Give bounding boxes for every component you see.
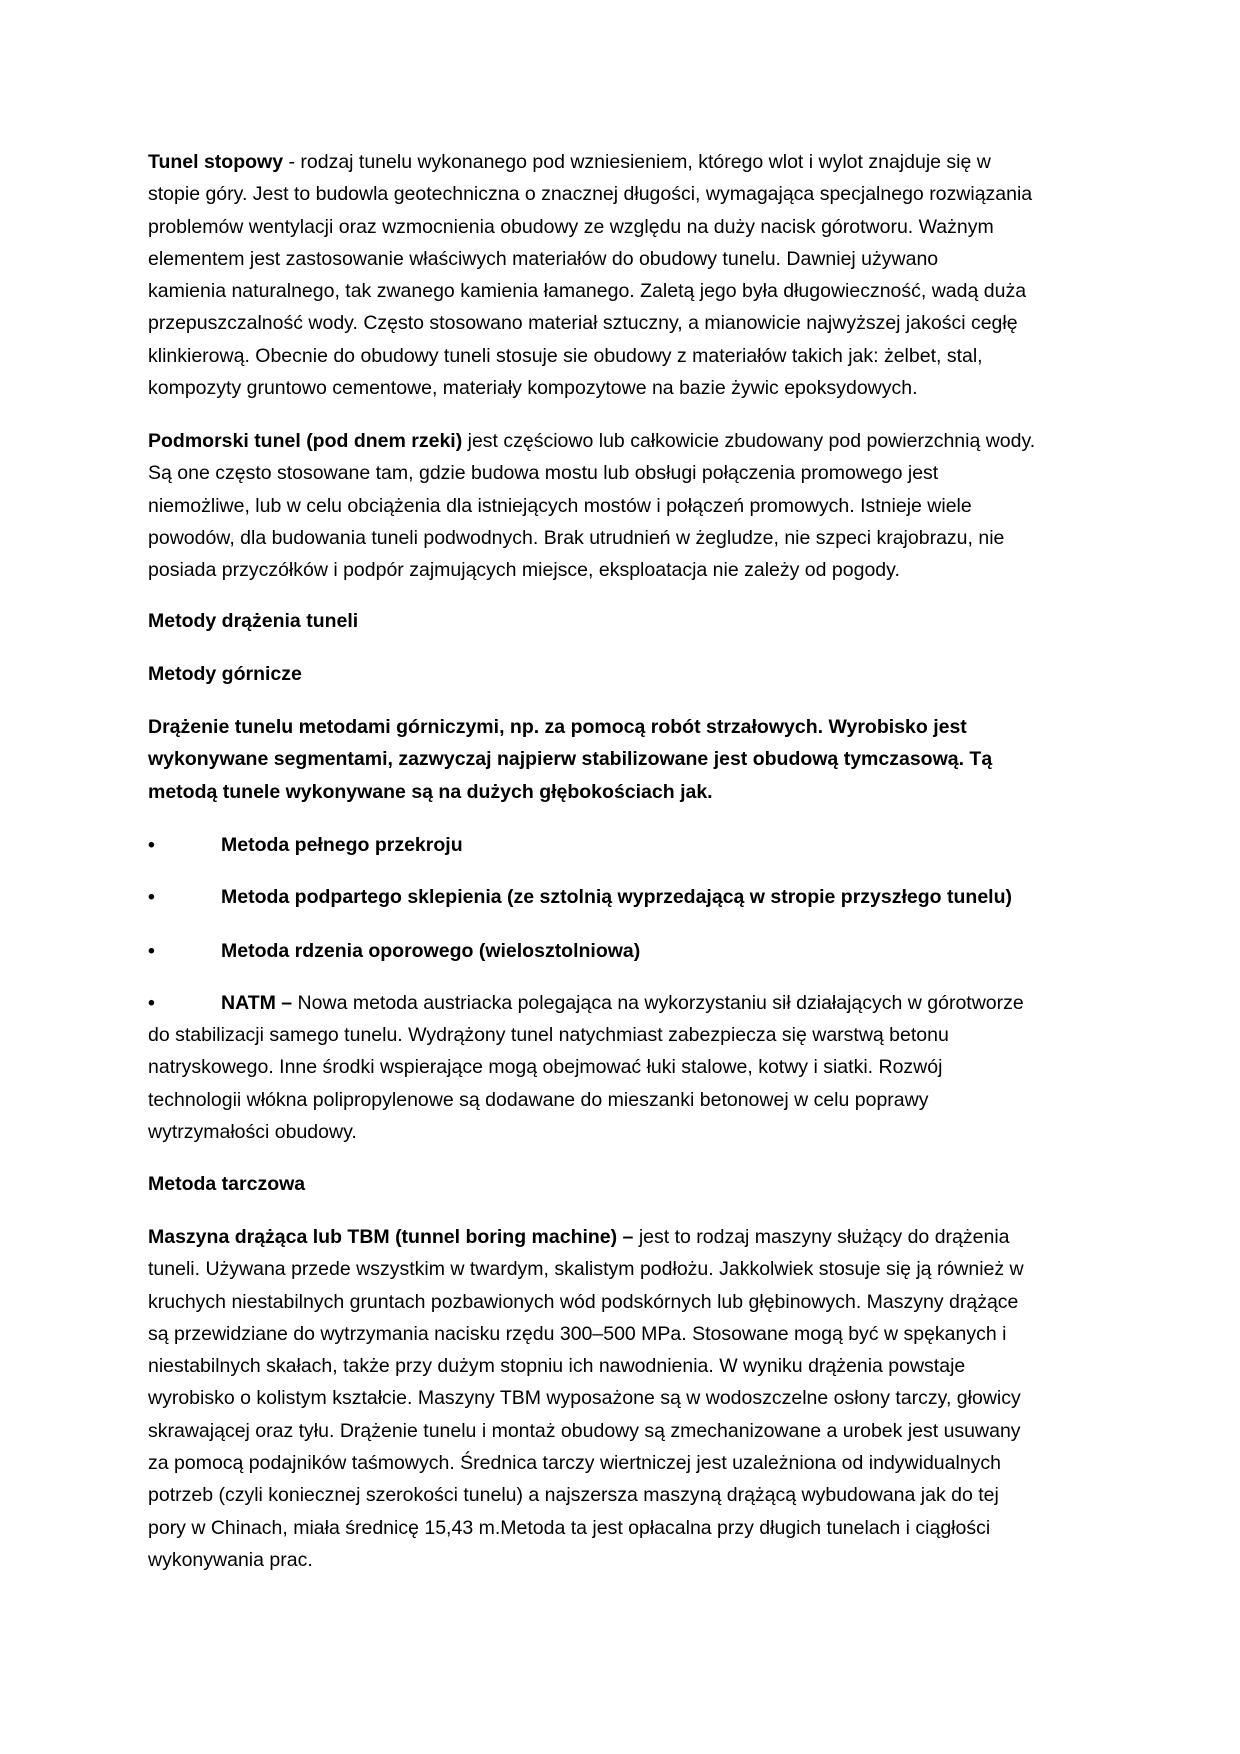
text-line xyxy=(148,307,1108,339)
paragraph-tbm xyxy=(148,1221,1108,1576)
text-line xyxy=(148,522,1108,554)
bold-text: NATM – xyxy=(221,992,293,1014)
text-line xyxy=(148,1286,1108,1318)
text: tuneli. Używana przede wszystkim w twardym, skalistym podłożu. Jakkolwiek stosuje się ją również w xyxy=(148,1258,1024,1281)
paragraph-podmorski-tunel xyxy=(148,425,1108,586)
text-line xyxy=(148,1382,1108,1414)
bullet-icon: • xyxy=(148,886,155,908)
text-line xyxy=(148,490,1108,522)
text-line xyxy=(148,554,1108,586)
text-line xyxy=(148,1019,1108,1051)
bold-text: Metody drążenia tuneli xyxy=(148,610,359,632)
text: kamienia naturalnego, tak zwanego kamienia łamanego. Zaletą jego była długowieczność, wadą duża xyxy=(148,280,1027,303)
text-line xyxy=(148,211,1108,243)
bold-text: wykonywane segmentami, zazwyczaj najpierw stabilizowane jest obudową tymczasową. Tą xyxy=(148,748,993,771)
bold-text: metodą tunele wykonywane są na dużych głębokościach jak. xyxy=(148,780,713,803)
bold-text: Metody górnicze xyxy=(148,663,302,685)
text-line xyxy=(148,1318,1108,1350)
text: kompozyty gruntowo cementowe, materiały kompozytowe na bazie żywic epoksydowych. xyxy=(148,377,918,400)
text: za pomocą podajników taśmowych. Średnica tarczy wiertniczej jest uzależniona od indywidualnych xyxy=(148,1452,1002,1475)
text: wytrzymałości obudowy. xyxy=(148,1120,357,1143)
text-line xyxy=(148,372,1108,404)
text-line xyxy=(148,776,1108,808)
text-line xyxy=(148,1051,1108,1083)
text-line xyxy=(148,1116,1108,1148)
text-line xyxy=(148,1512,1108,1544)
bullet-text xyxy=(221,881,1012,913)
heading-metody-drazenia xyxy=(148,605,1108,637)
text: przepuszczalność wody. Często stosowano materiał sztuczny, a mianowicie najwyższej jakości cegłę xyxy=(148,312,1018,335)
text: powodów, dla budowania tuneli podwodnych. Brak utrudnień w żegludze, nie szpeci krajobrazu, nie xyxy=(148,526,1005,549)
text-line xyxy=(148,1221,1108,1253)
bullet-text xyxy=(221,987,1024,1019)
text: problemów wentylacji oraz wzmocnienia obudowy ze względu na duży nacisk górotworu. Ważnym xyxy=(148,215,994,238)
bold-text: Metoda pełnego przekroju xyxy=(221,834,463,856)
text: jest częściowo lub całkowicie zbudowany pod powierzchnią wody. xyxy=(462,430,1036,452)
bullet-icon: • xyxy=(148,834,155,856)
text-line xyxy=(148,340,1108,372)
text-line xyxy=(148,1168,1108,1200)
text-line xyxy=(148,457,1108,489)
text-line xyxy=(148,1447,1108,1479)
text: kruchych niestabilnych gruntach pozbawionych wód podskórnych lub głębinowych. Maszyny drążące xyxy=(148,1290,1019,1313)
text: wyrobisko o kolistym kształcie. Maszyny TBM wyposażone są w wodoszczelne osłony tarczy, głowicy xyxy=(148,1387,1021,1410)
text-line xyxy=(148,1415,1108,1447)
text-line xyxy=(148,1253,1108,1285)
text: niemożliwe, lub w celu obciążenia dla istniejących mostów i połączeń promowych. Istnieje wiele xyxy=(148,494,972,517)
text: są przewidziane do wytrzymania nacisku rzędu 300–500 MPa. Stosowane mogą być w spękanych i xyxy=(148,1322,1007,1345)
text-line xyxy=(148,425,1108,457)
text-line xyxy=(148,243,1108,275)
bullet-icon: • xyxy=(148,940,155,962)
text: skrawającej oraz tyłu. Drążenie tunelu i montaż obudowy są zmechanizowane a urobek jest usuwany xyxy=(148,1419,1021,1442)
text-line xyxy=(148,711,1108,743)
text: potrzeb (czyli koniecznej szerokości tunelu) a najszersza maszyną drążącą wybudowana jak do tej xyxy=(148,1484,999,1507)
bullet-icon: • xyxy=(148,992,155,1014)
text-line xyxy=(148,743,1108,775)
text: niestabilnych skałach, także przy dużym stopniu ich nawodnienia. W wyniku drążenia powstaje xyxy=(148,1355,966,1378)
bold-text: Metoda rdzenia oporowego (wielosztolniowa) xyxy=(221,940,641,962)
text-line xyxy=(148,658,1108,690)
text: Są one często stosowane tam, gdzie budowa mostu lub obsługi połączenia promowego jest xyxy=(148,462,939,485)
text: elementem jest zastosowanie właściwych materiałów do obudowy tunelu. Dawniej używano xyxy=(148,247,939,270)
text-line xyxy=(148,1544,1108,1576)
text: - rodzaj tunelu wykonanego pod wzniesieniem, którego wlot i wylot znajduje się w xyxy=(283,151,991,173)
text: posiada przyczółków i podpór zajmujących miejsce, eksploatacja nie zależy od pogody. xyxy=(148,559,900,582)
heading-metoda-tarczowa xyxy=(148,1168,1108,1200)
text: technologii włókna polipropylenowe są dodawane do mieszanki betonowej w celu poprawy xyxy=(148,1088,929,1111)
bold-text: Tunel stopowy xyxy=(148,151,284,173)
text: klinkierową. Obecnie do obudowy tuneli stosuje sie obudowy z materiałów takich jak: żelbet, stal, xyxy=(148,344,983,367)
text: pory w Chinach, miała średnicę 15,43 m.Metoda ta jest opłacalna przy długich tunelach i ciągłości xyxy=(148,1516,991,1539)
bold-text: Drążenie tunelu metodami górniczymi, np. za pomocą robót strzałowych. Wyrobisko jest xyxy=(148,716,967,738)
text: do stabilizacji samego tunelu. Wydrążony tunel natychmiast zabezpiecza się warstwą betonu xyxy=(148,1024,949,1046)
paragraph-natm-continuation xyxy=(148,1019,1108,1148)
heading-metody-gornicze xyxy=(148,658,1108,690)
paragraph-tunel-stopowy xyxy=(148,146,1108,404)
bullet-text xyxy=(221,935,640,967)
bold-text: Metoda podpartego sklepienia (ze sztolnią wyprzedającą w stropie przyszłego tunelu) xyxy=(221,886,1012,908)
text-line xyxy=(148,605,1108,637)
paragraph-drazenie-gornicze xyxy=(148,711,1108,808)
text: jest to rodzaj maszyny służący do drążenia xyxy=(633,1226,1010,1248)
bold-text: Maszyna drążąca lub TBM (tunnel boring machine) – xyxy=(148,1226,634,1248)
text-line xyxy=(148,1084,1108,1116)
text: stopie góry. Jest to budowla geotechniczna o znacznej długości, wymagająca specjalnego rozwiązania xyxy=(148,183,1033,206)
bullet-text xyxy=(221,829,463,861)
bold-text: Metoda tarczowa xyxy=(148,1173,306,1195)
bold-text: Podmorski tunel (pod dnem rzeki) xyxy=(148,430,463,452)
text-line xyxy=(148,275,1108,307)
text-line xyxy=(148,1479,1108,1511)
text-line xyxy=(148,1350,1108,1382)
text: wykonywania prac. xyxy=(148,1548,313,1571)
text: Nowa metoda austriacka polegająca na wykorzystaniu sił działających w górotworze xyxy=(292,992,1024,1014)
text: natryskowego. Inne środki wspierające mogą obejmować łuki stalowe, kotwy i siatki. Rozwój xyxy=(148,1056,943,1079)
text-line xyxy=(148,146,1108,178)
text-line xyxy=(148,178,1108,210)
